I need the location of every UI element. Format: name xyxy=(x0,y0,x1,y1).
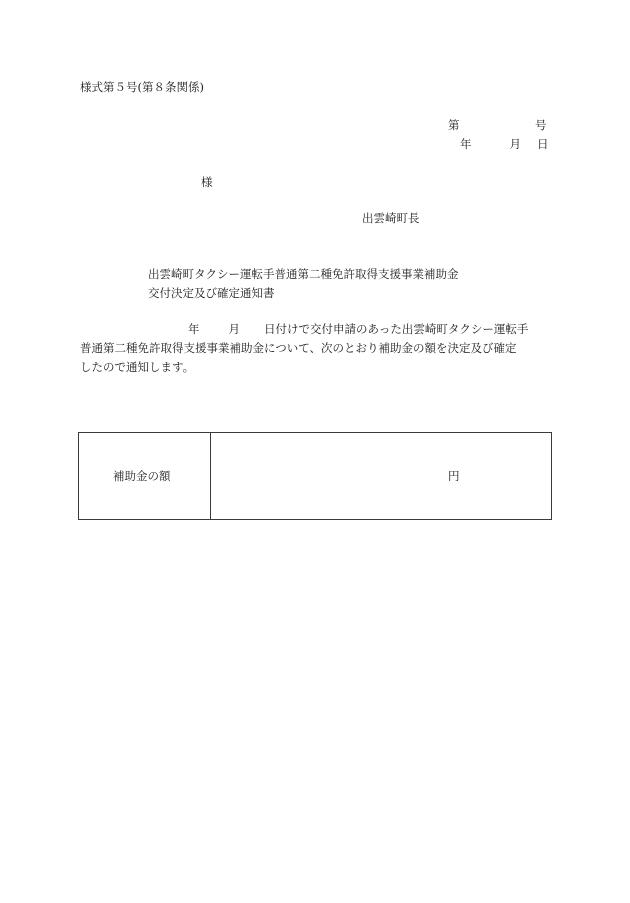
body-text-line-2: 普通第二種免許取得支援事業補助金について、次のとおり補助金の額を決定及び確定 xyxy=(80,341,517,355)
subsidy-amount-unit: 円 xyxy=(448,469,460,483)
issue-date-day: 日 xyxy=(537,137,549,151)
body-text-line-1 xyxy=(188,322,528,337)
body-line-1-text: 日付けで交付申請のあった出雲崎町タクシー運転手 xyxy=(264,322,529,336)
document-title-line-2: 交付決定及び確定通知書 xyxy=(148,286,275,300)
issuer-name: 出雲崎町長 xyxy=(362,211,420,225)
reference-number-prefix: 第 xyxy=(448,118,460,132)
body-text-line-3: したので通知します。 xyxy=(80,360,195,374)
document-title-line-1: 出雲崎町タクシー運転手普通第二種免許取得支援事業補助金 xyxy=(148,267,459,281)
reference-number-suffix: 号 xyxy=(535,118,547,132)
issue-date-year: 年 xyxy=(460,137,472,151)
body-year: 年 xyxy=(188,322,200,336)
subsidy-amount-label: 補助金の額 xyxy=(113,469,171,483)
table-divider xyxy=(210,433,211,519)
form-number-label: 様式第５号(第８条関係) xyxy=(80,80,204,94)
issue-date-month: 月 xyxy=(509,137,521,151)
recipient-honorific: 様 xyxy=(201,175,213,189)
body-month: 月 xyxy=(228,322,240,336)
subsidy-amount-table xyxy=(78,432,552,520)
issue-date xyxy=(460,137,549,152)
